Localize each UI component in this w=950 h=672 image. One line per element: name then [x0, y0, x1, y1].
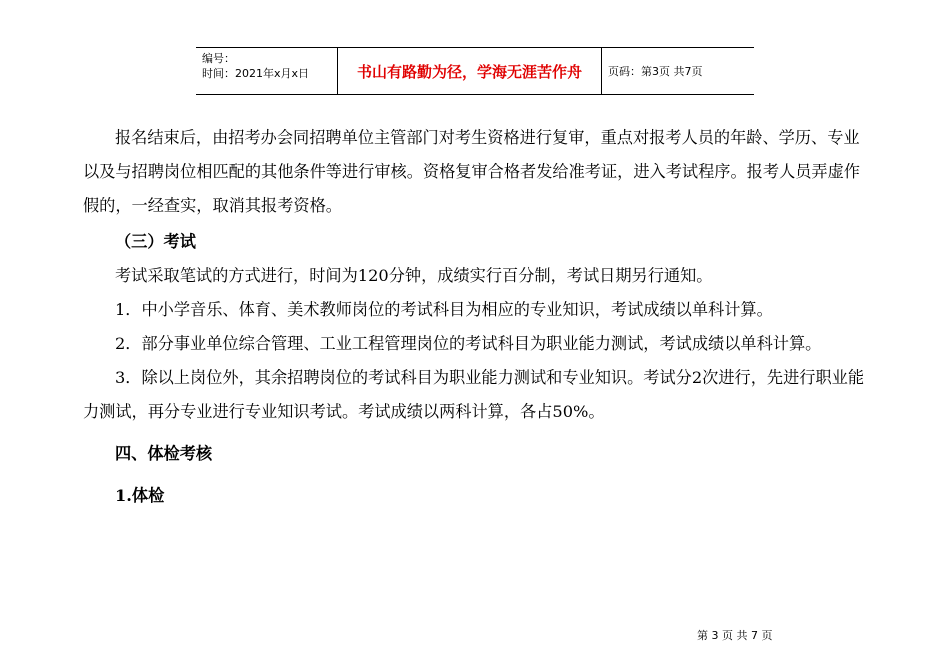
paragraph-review: 报名结束后，由招考办会同招聘单位主管部门对考生资格进行复审，重点对报考人员的年龄、学历、专业以及与招聘岗位相匹配的其他条件等进行审核。资格复审合格者发给准考证，进入考试程序。报考人员弄虚作假的，一经查实，取消其报考资格。 — [83, 128, 860, 215]
date-label: 时间：2021年x月x日 — [202, 67, 310, 80]
page-footer: 第 3 页 共 7 页 — [697, 629, 773, 642]
paragraph-exam-method: 考试采取笔试的方式进行，时间为120分钟，成绩实行百分制，考试日期另行通知。 — [115, 266, 713, 285]
document-body — [83, 121, 873, 513]
heading-physical: 1.体检 — [115, 486, 165, 505]
serial-label: 编号： — [202, 52, 235, 65]
header-motto: 书山有路勤为径，学海无涯苦作舟 — [338, 48, 602, 94]
heading-section-4: 四、体检考核 — [115, 444, 213, 463]
header-page-label: 页码：第3页 共7页 — [608, 65, 703, 78]
list-item-1: 1．中小学音乐、体育、美术教师岗位的考试科目为相应的专业知识，考试成绩以单科计算。 — [115, 300, 773, 319]
list-item-2: 2．部分事业单位综合管理、工业工程管理岗位的考试科目为职业能力测试，考试成绩以单科计算。 — [115, 334, 822, 353]
page-header — [196, 47, 754, 95]
list-item-3: 3．除以上岗位外，其余招聘岗位的考试科目为职业能力测试和专业知识。考试分2次进行，先进行职业能力测试，再分专业进行专业知识考试。考试成绩以两科计算，各占50%。 — [83, 368, 865, 421]
header-meta — [196, 48, 338, 94]
heading-exam: （三）考试 — [115, 232, 196, 251]
